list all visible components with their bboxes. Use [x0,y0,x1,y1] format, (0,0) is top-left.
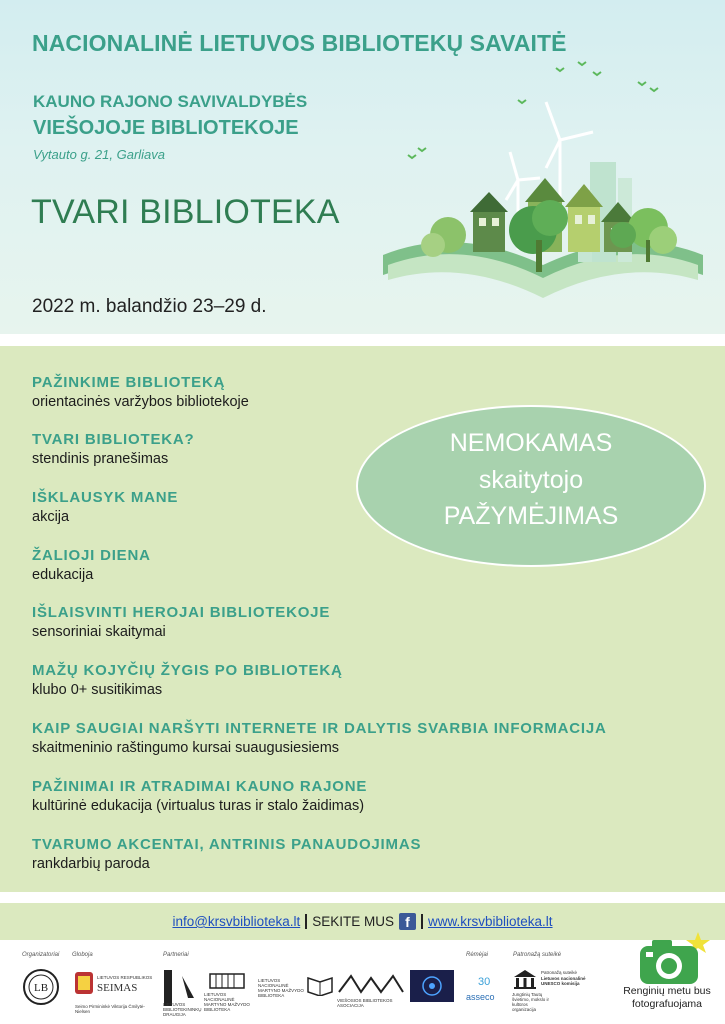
event-desc: sensoriniai skaitymai [32,624,166,640]
role-sponsors: Rėmėjai [466,952,489,958]
event-title: PAŽINKIME BIBLIOTEKĄ [32,374,226,391]
event-dates: 2022 m. balandžio 23–29 d. [32,296,267,317]
address: Vytauto g. 21, Garliava [33,147,166,162]
library-logo-icon [22,968,60,1006]
role-patronage: Patronažą suteikė [513,952,562,958]
partner-dark-logo-icon [410,970,454,1002]
viesosios-text: VIEŠOSIOS BIBLIOTEKOS ASOCIACIJA [337,998,393,1008]
unesco-top: Patronažą suteikė [541,970,578,975]
unesco-temple-icon [512,968,538,990]
event-desc: orientacinės varžybos bibliotekoje [32,394,249,410]
event-desc: kultūrinė edukacija (virtualus turas ir stalo žaidimas) [32,798,365,814]
follow-label: SEKITE MUS [312,914,394,929]
seimas-top: LIETUVOS RESPUBLIKOS [97,975,153,980]
seimas-bottom: Seimo Pirmininkė Viktorija Čmilytė-Nielsen [75,1004,145,1014]
event-desc: klubo 0+ susitikimas [32,682,163,698]
event-item [32,662,343,698]
lnb-logo-icon [208,970,246,990]
seimas-logo: SEIMAS [97,982,138,994]
event-title: TVARUMO AKCENTAI, ANTRINIS PANAUDOJIMAS [32,836,422,853]
role-partners: Partneriai [163,952,189,958]
event-item [32,836,421,872]
facebook-icon[interactable]: f [399,913,416,930]
lbd-text: LIETUVOS BIBLIOTEKININKŲ DRAUGIJA [163,1002,202,1017]
event-desc: akcija [32,509,70,525]
organizer-line-2: VIEŠOJOJE BIBLIOTEKOJE [33,117,299,139]
partner-book-logo-icon [306,974,334,996]
event-title: IŠKLAUSYK MANE [32,489,179,506]
event-item [32,547,151,583]
oval-line-2: skaitytojo [478,466,584,494]
event-title: PAŽINIMAI IR ATRADIMAI KAUNO RAJONE [32,778,368,795]
lnb2-text: LIETUVOS NACIONALINĖ MARTYNO MAŽVYDO BIBLIOTEKA [258,978,304,998]
event-title: MAŽŲ KOJYČIŲ ŽYGIS PO BIBLIOTEKĄ [32,662,343,679]
event-desc: skaitmeninio raštingumo kursai suaugusiesiems [32,740,340,756]
oval-line-1: NEMOKAMAS [449,429,613,457]
role-organizers: Organizatoriai [22,952,60,958]
role-patrons: Globoja [72,952,93,958]
unesco-text: Lietuvos nacionalinė UNESCO komisija [541,976,586,986]
free-card-oval [356,405,706,567]
event-item [32,720,607,756]
birds-icon [408,62,658,158]
viesosios-logo-icon [337,972,405,996]
event-title: KAIP SAUGIAI NARŠYTI INTERNETE IR DALYTIS SVARBIA INFORMACIJA [32,720,607,737]
poster-title: NACIONALINĖ LIETUVOS BIBLIOTEKŲ SAVAITĖ [32,30,567,56]
organizer-line-1: KAUNO RAJONO SAVIVALDYBĖS [33,92,308,111]
separator [421,914,423,929]
event-item [32,778,367,814]
event-item [32,431,194,467]
separator [305,914,307,929]
event-desc: stendinis pranešimas [32,451,169,467]
asseco-30: 30 [478,976,491,988]
lnb-text: LIETUVOS NACIONALINĖ MARTYNO MAŽVYDO BIBLIOTEKA [204,992,250,1012]
event-title: IŠLAISVINTI HEROJAI BIBLIOTEKOJE [32,604,331,621]
event-item [32,604,330,640]
event-item [32,374,249,410]
main-title: TVARI BIBLIOTEKA [31,193,340,231]
event-title: TVARI BIBLIOTEKA? [32,431,195,448]
oval-line-3: PAŽYMĖJIMAS [443,502,619,530]
green-book-town-illustration [378,60,708,325]
svg-text:LB: LB [33,982,49,994]
asseco-logo: asseco [466,992,495,1002]
website-link[interactable]: www.krsvbiblioteka.lt [427,914,553,929]
event-desc: edukacija [32,567,94,583]
camera-notice: Renginių metu bus fotografuojama [623,985,711,1010]
event-item [32,489,178,525]
seimas-emblem-icon [73,970,95,998]
unesco-bottom: Jungtinių Tautų švietimo, mokslo ir kultūros organizacija [512,992,550,1012]
email-link[interactable]: info@krsvbiblioteka.lt [172,914,301,929]
header-banner [0,0,725,334]
event-title: ŽALIOJI DIENA [32,547,151,564]
event-desc: rankdarbių paroda [32,856,150,872]
